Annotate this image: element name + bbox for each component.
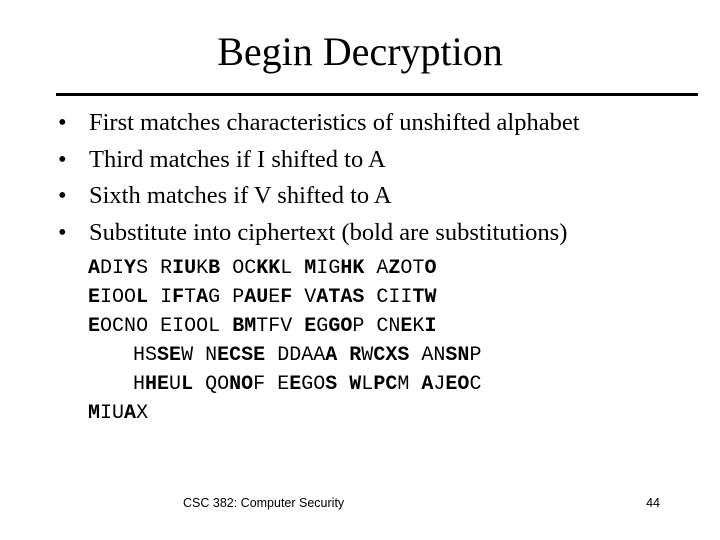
ciphertext-line: EIOOL IFTAG PAUEF VATAS CIITW [88, 286, 437, 309]
footer-course-label: CSC 382: Computer Security [183, 496, 345, 510]
ciphertext-line: EOCNO EIOOL BMTFV EGGOP CNEKI [88, 315, 437, 338]
ciphertext-line: ADIYS RIUKB OCKKL MIGHK AZOTO [88, 257, 437, 280]
ciphertext-line: MIUAX [88, 402, 149, 425]
bullet-text: Third matches if I shifted to A [89, 145, 386, 173]
slide-title: Begin Decryption [217, 29, 503, 74]
page-number: 44 [646, 496, 660, 510]
ciphertext-line: HHEUL QONOF EEGOS WLPCM AJEOC [133, 373, 482, 396]
title-divider [56, 93, 698, 96]
ciphertext-line: HSSEW NECSE DDAAA RWCXS ANSNP [133, 344, 482, 367]
bullet-marker: • [58, 109, 67, 136]
bullet-text: Sixth matches if V shifted to A [89, 182, 392, 209]
bullet-marker: • [58, 218, 67, 246]
ciphertext-block [88, 254, 481, 428]
bullet-text: First matches characteristics of unshifted alphabet [89, 109, 580, 136]
bullet-marker: • [58, 182, 67, 209]
bullet-marker: • [58, 145, 67, 173]
bullet-text: Substitute into ciphertext (bold are substitutions) [89, 218, 568, 246]
